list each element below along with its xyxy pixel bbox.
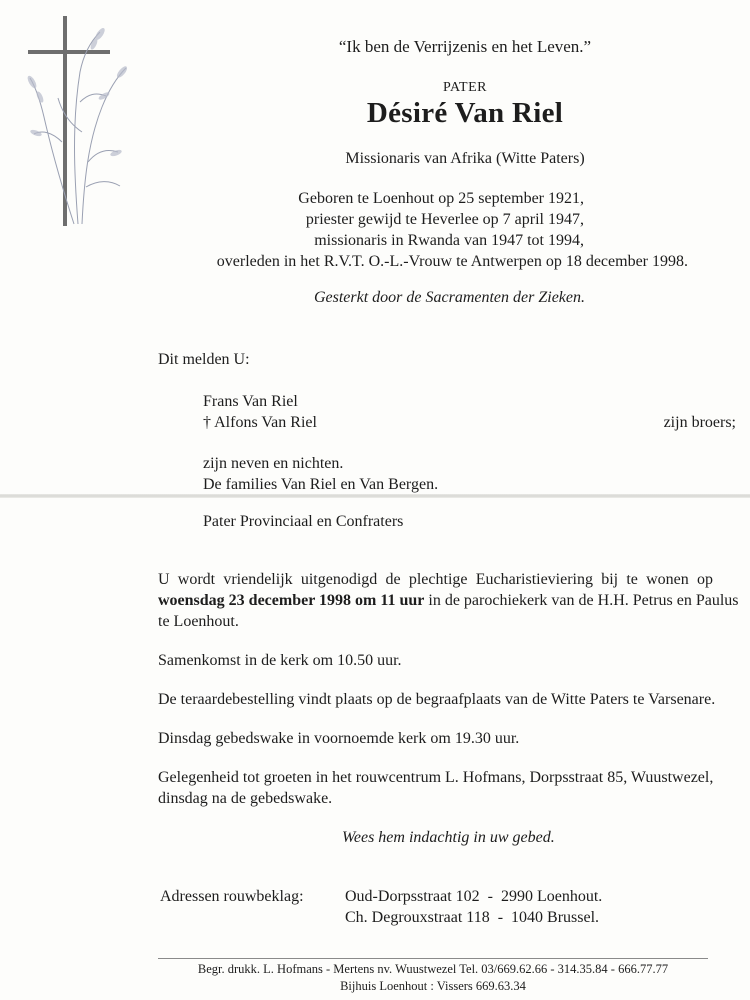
gathering-line: Samenkomst in de kerk om 10.50 uur. bbox=[158, 652, 402, 669]
burial-line: De teraardebestelling vindt plaats op de begraafplaats van de Witte Paters te Varsenare. bbox=[158, 691, 716, 708]
address-line: Ch. Degrouxstraat 118 - 1040 Brussel. bbox=[345, 909, 600, 926]
brother-name: † Alfons Van Riel bbox=[203, 414, 317, 431]
bio-line: Geboren te Loenhout op 25 september 1921, bbox=[298, 190, 584, 207]
address-line: Oud-Dorpsstraat 102 - 2990 Loenhout. bbox=[345, 888, 603, 905]
confraters-line: Pater Provinciaal en Confraters bbox=[203, 513, 404, 530]
relatives-line: De families Van Riel en Van Bergen. bbox=[203, 476, 439, 493]
subtitle: Missionaris van Afrika (Witte Paters) bbox=[345, 150, 585, 167]
bio-line: priester gewijd te Heverlee op 7 april 1947, bbox=[305, 211, 584, 228]
greeting-line: Gelegenheid tot groeten in het rouwcentrum L. Hofmans, Dorpsstraat 85, Wuustwezel, bbox=[158, 769, 714, 786]
invitation-location: in de parochiekerk van de H.H. Petrus en Paulus bbox=[424, 592, 739, 609]
cross-horizontal-beam bbox=[28, 50, 110, 54]
deceased-name: Désiré Van Riel bbox=[366, 97, 564, 129]
brother-name: Frans Van Riel bbox=[203, 393, 298, 410]
invitation-line: te Loenhout. bbox=[158, 613, 239, 630]
sacraments-line: Gesterkt door de Sacramenten der Zieken. bbox=[313, 289, 585, 306]
bio-line: missionaris in Rwanda van 1947 tot 1994, bbox=[314, 232, 584, 249]
announce-intro: Dit melden U: bbox=[158, 351, 250, 368]
cross-with-wheat-icon bbox=[22, 12, 132, 232]
invitation-line bbox=[158, 592, 739, 610]
bio-line: overleden in het R.V.T. O.-L.-Vrouw te Antwerpen op 18 december 1998. bbox=[216, 253, 688, 270]
relatives-line: zijn neven en nichten. bbox=[203, 455, 344, 472]
pater-title: PATER bbox=[442, 80, 487, 95]
vigil-line: Dinsdag gebedswake in voornoemde kerk om 19.30 uur. bbox=[158, 730, 520, 747]
scripture-quote: “Ik ben de Verrijzenis en het Leven.” bbox=[338, 37, 592, 56]
invitation-line: U wordt vriendelijk uitgenodigd de plechtige Eucharistieviering bij te wonen op bbox=[158, 571, 713, 588]
footer-divider bbox=[158, 958, 708, 959]
paper-fold-line bbox=[0, 494, 750, 498]
remember-line: Wees hem indachtig in uw gebed. bbox=[342, 829, 555, 846]
service-date: woensdag 23 december 1998 om 11 uur bbox=[158, 592, 425, 609]
wheat-stalks bbox=[30, 32, 126, 224]
printer-credit: Begr. drukk. L. Hofmans - Mertens nv. Wuustwezel Tel. 03/669.62.66 - 314.35.84 - 666.77.77 bbox=[197, 962, 669, 976]
addresses-label: Adressen rouwbeklag: bbox=[160, 888, 304, 905]
greeting-line: dinsdag na de gebedswake. bbox=[158, 790, 333, 807]
printer-branch: Bijhuis Loenhout : Vissers 669.63.34 bbox=[340, 979, 526, 993]
brothers-label: zijn broers; bbox=[663, 414, 736, 431]
